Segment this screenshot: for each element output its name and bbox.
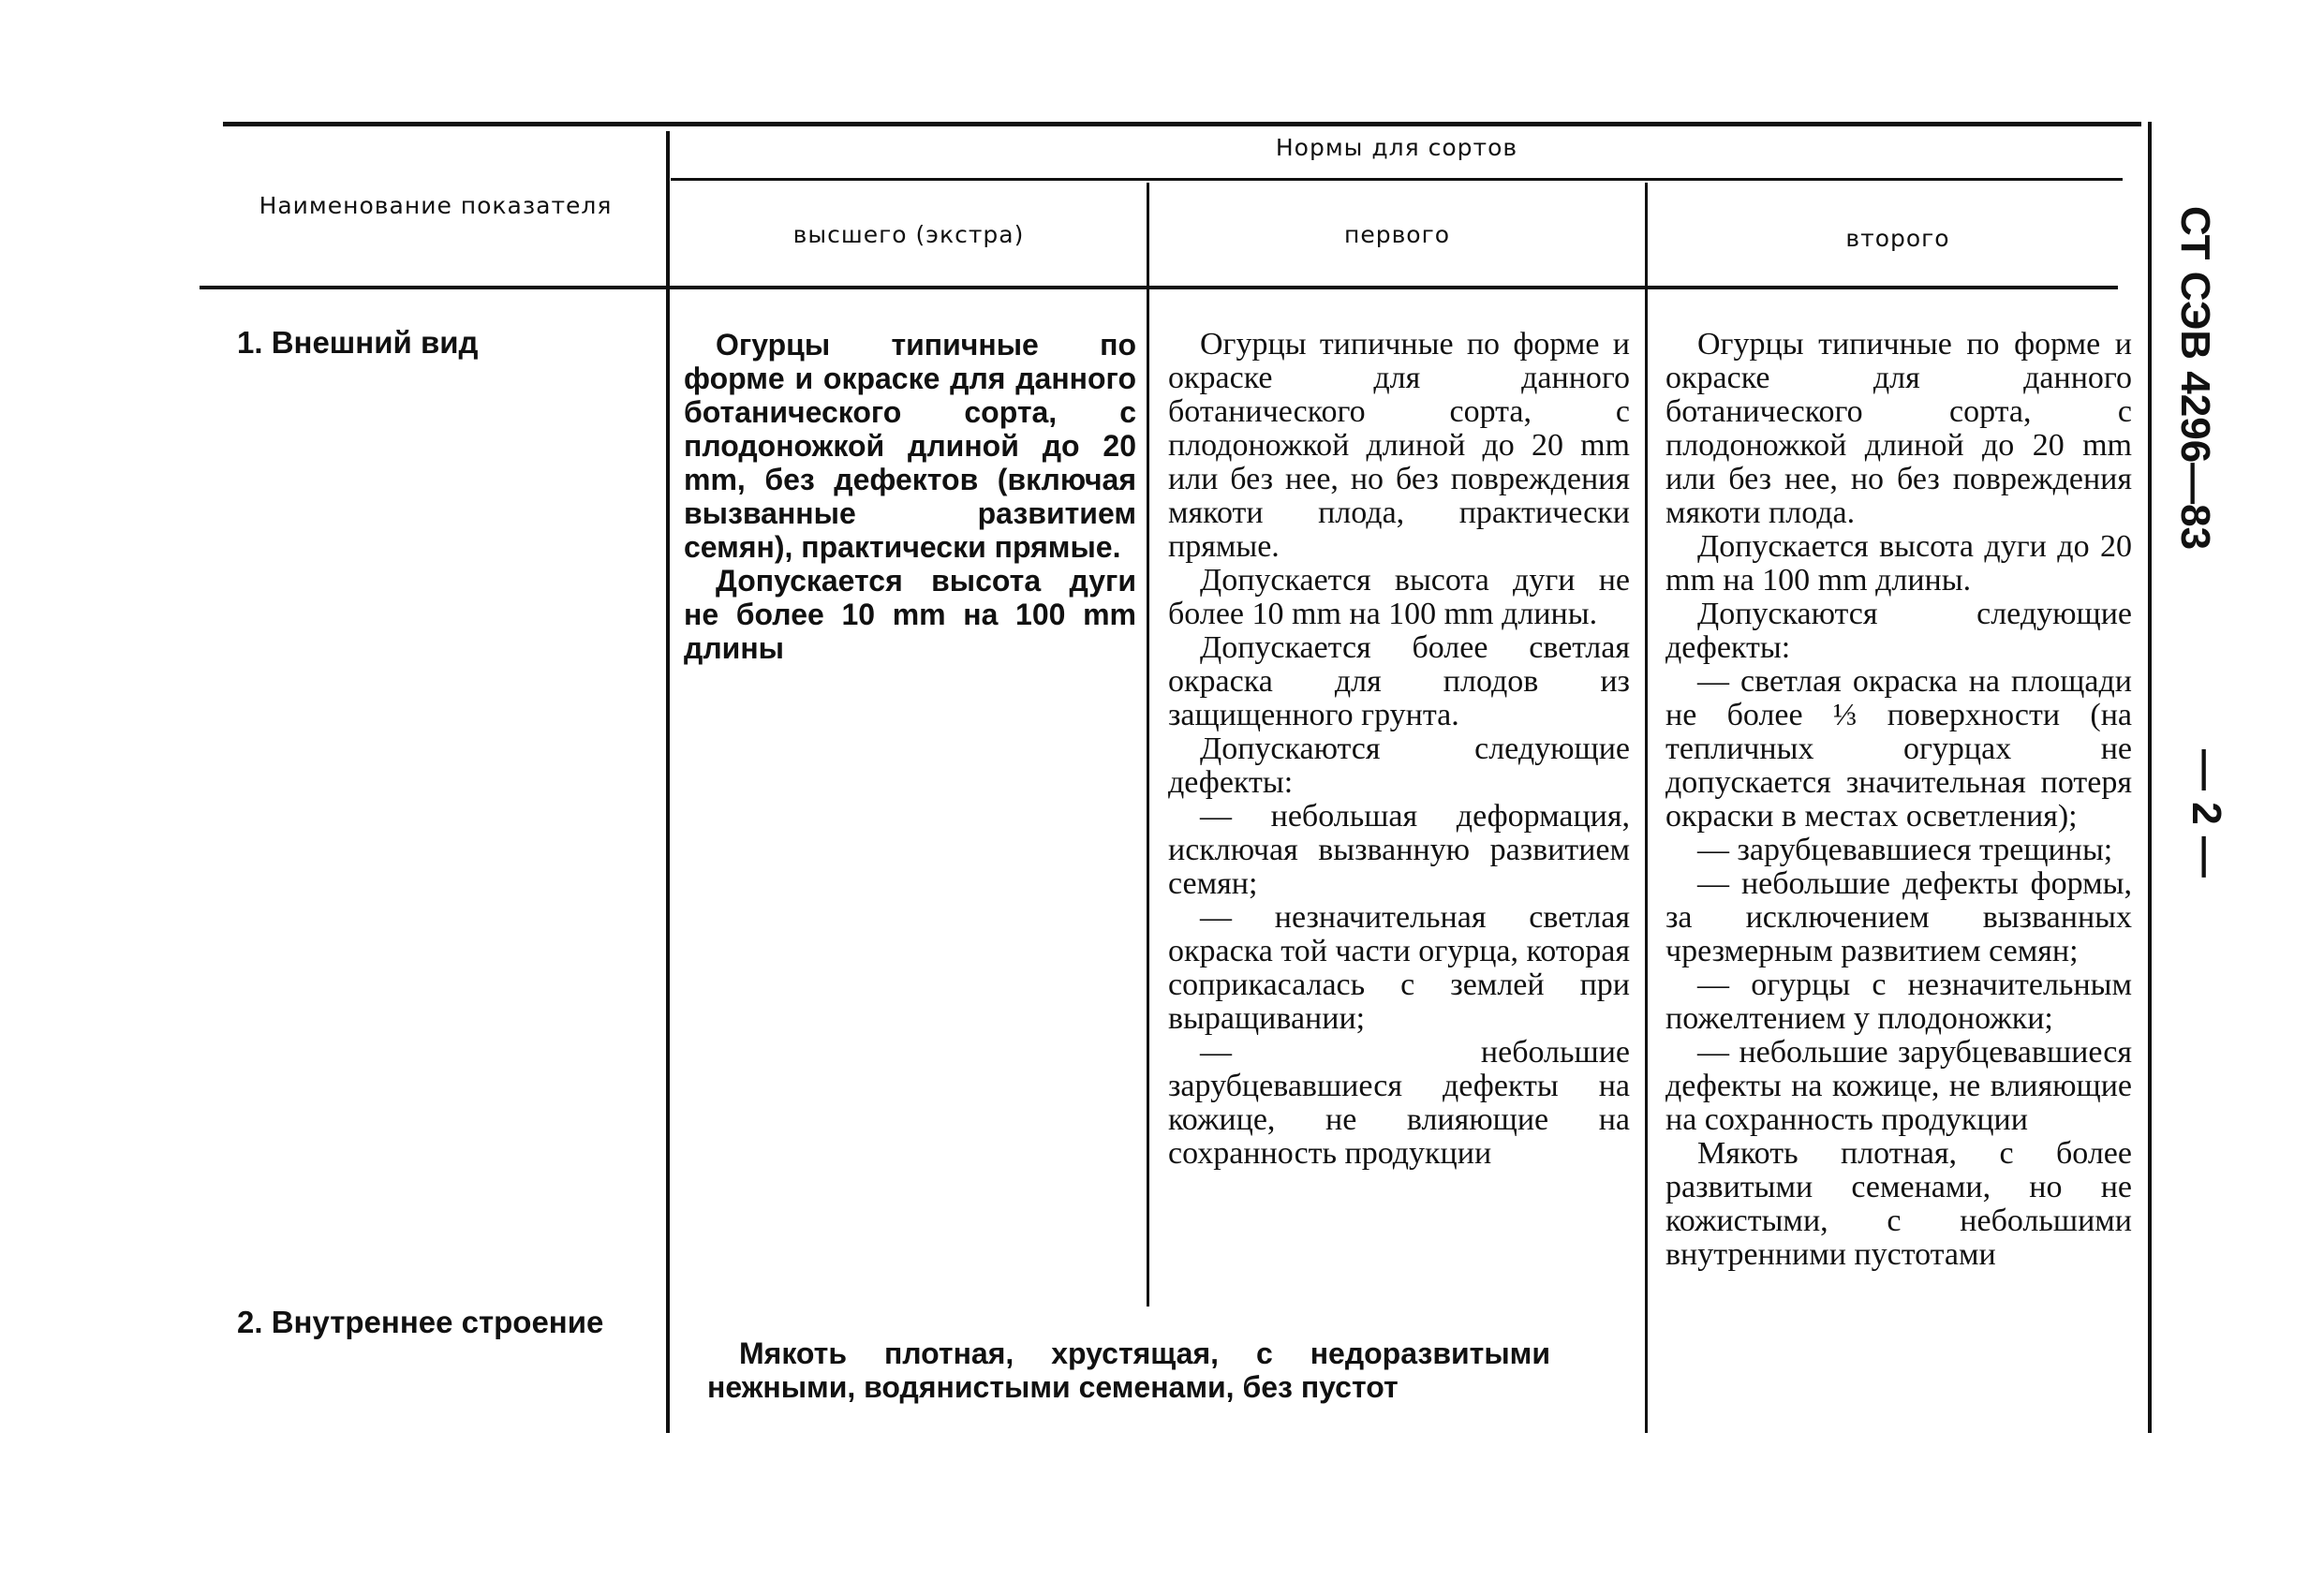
internal-structure-premium-first-para: Мякоть плотная, хрустящая, с недоразвитыми нежными, водянистыми семенами, без пустот: [707, 1336, 1550, 1404]
col-divider-2: [1147, 183, 1149, 1307]
norms-group-header: Нормы для сортов: [1275, 134, 1518, 161]
appearance-second-cell: [1665, 328, 2132, 1272]
indicator-column-header: Наименование показателя: [259, 192, 613, 219]
row-label-internal-structure: 2. Внутреннее строение: [237, 1305, 604, 1339]
grade-header-premium: высшего (экстра): [792, 221, 1025, 248]
appearance-first-para: Допускается высота дуги не более 10 mm на 100 mm длины.: [1168, 563, 1630, 631]
appearance-first-cell: [1168, 328, 1630, 1171]
appearance-first-para: — незначительная светлая окраска той части огурца, которая соприкасалась с землей при выращивании;: [1168, 900, 1630, 1036]
row-label-appearance: 1. Внешний вид: [237, 325, 479, 360]
appearance-first-para: Огурцы типичные по форме и окраске для данного ботанического сорта, с плодоножкой длиной до 20 mm или без нее, но без повреждения мякоти плода, практически прямые.: [1168, 327, 1630, 564]
appearance-premium-cell: [684, 328, 1136, 665]
appearance-second-para: Допускаются следующие дефекты:: [1665, 597, 2132, 665]
appearance-second-para: — небольшие зарубцевавшиеся дефекты на кожице, не влияющие на сохранность продукции: [1665, 1035, 2132, 1137]
grade-header-first: первого: [1343, 221, 1451, 248]
appearance-second-para: — огурцы с незначительным пожелтением у плодоножки;: [1665, 967, 2132, 1036]
standard-code: СТ СЭВ 4296—83: [2172, 206, 2218, 551]
header-bottom-rule: [200, 286, 2118, 289]
col-divider-1: [666, 131, 670, 1433]
top-rule: [223, 122, 2141, 126]
col-divider-3: [1645, 183, 1648, 1433]
appearance-second-para: Допускается высота дуги до 20 mm на 100 mm длины.: [1665, 529, 2132, 598]
appearance-first-para: Допускаются следующие дефекты:: [1168, 731, 1630, 800]
internal-structure-premium-first-cell: [707, 1336, 1550, 1404]
right-border: [2148, 122, 2152, 1433]
appearance-first-para: — небольшая деформация, исключая вызванную развитием семян;: [1168, 799, 1630, 901]
appearance-second-para: — небольшие дефекты формы, за исключением вызванных чрезмерным развитием семян;: [1665, 866, 2132, 968]
appearance-second-para: Огурцы типичные по форме и окраске для данного ботанического сорта, с плодоножкой длиной до 20 mm или без нее, но без повреждения мякоти плода.: [1665, 327, 2132, 530]
page-number: — 2 —: [2183, 749, 2229, 878]
appearance-premium-para: Огурцы типичные по форме и окраске для данного ботанического сорта, с плодоножкой длиной до 20 mm, без дефектов (включая вызванные развитием семян), практически прямые.: [684, 328, 1136, 564]
internal-structure-second-para: Мякоть плотная, с более развитыми семенами, но не кожистыми, с небольшими внутренними пустотами: [1665, 1136, 2132, 1272]
appearance-second-para: — светлая окраска на площади не более ⅓ поверхности (на тепличных огурцах не допускается значительная потеря окраски в местах осветления);: [1665, 664, 2132, 834]
appearance-first-para: Допускается более светлая окраска для плодов из защищенного грунта.: [1168, 630, 1630, 732]
grade-header-second: второго: [1845, 225, 1950, 252]
appearance-first-para: — небольшие зарубцевавшиеся дефекты на кожице, не влияющие на сохранность продукции: [1168, 1035, 1630, 1171]
appearance-second-para: — зарубцевавшиеся трещины;: [1697, 833, 2113, 867]
appearance-premium-para: Допускается высота дуги не более 10 mm на 100 mm длины: [684, 564, 1136, 665]
norms-sub-rule: [671, 178, 2123, 181]
